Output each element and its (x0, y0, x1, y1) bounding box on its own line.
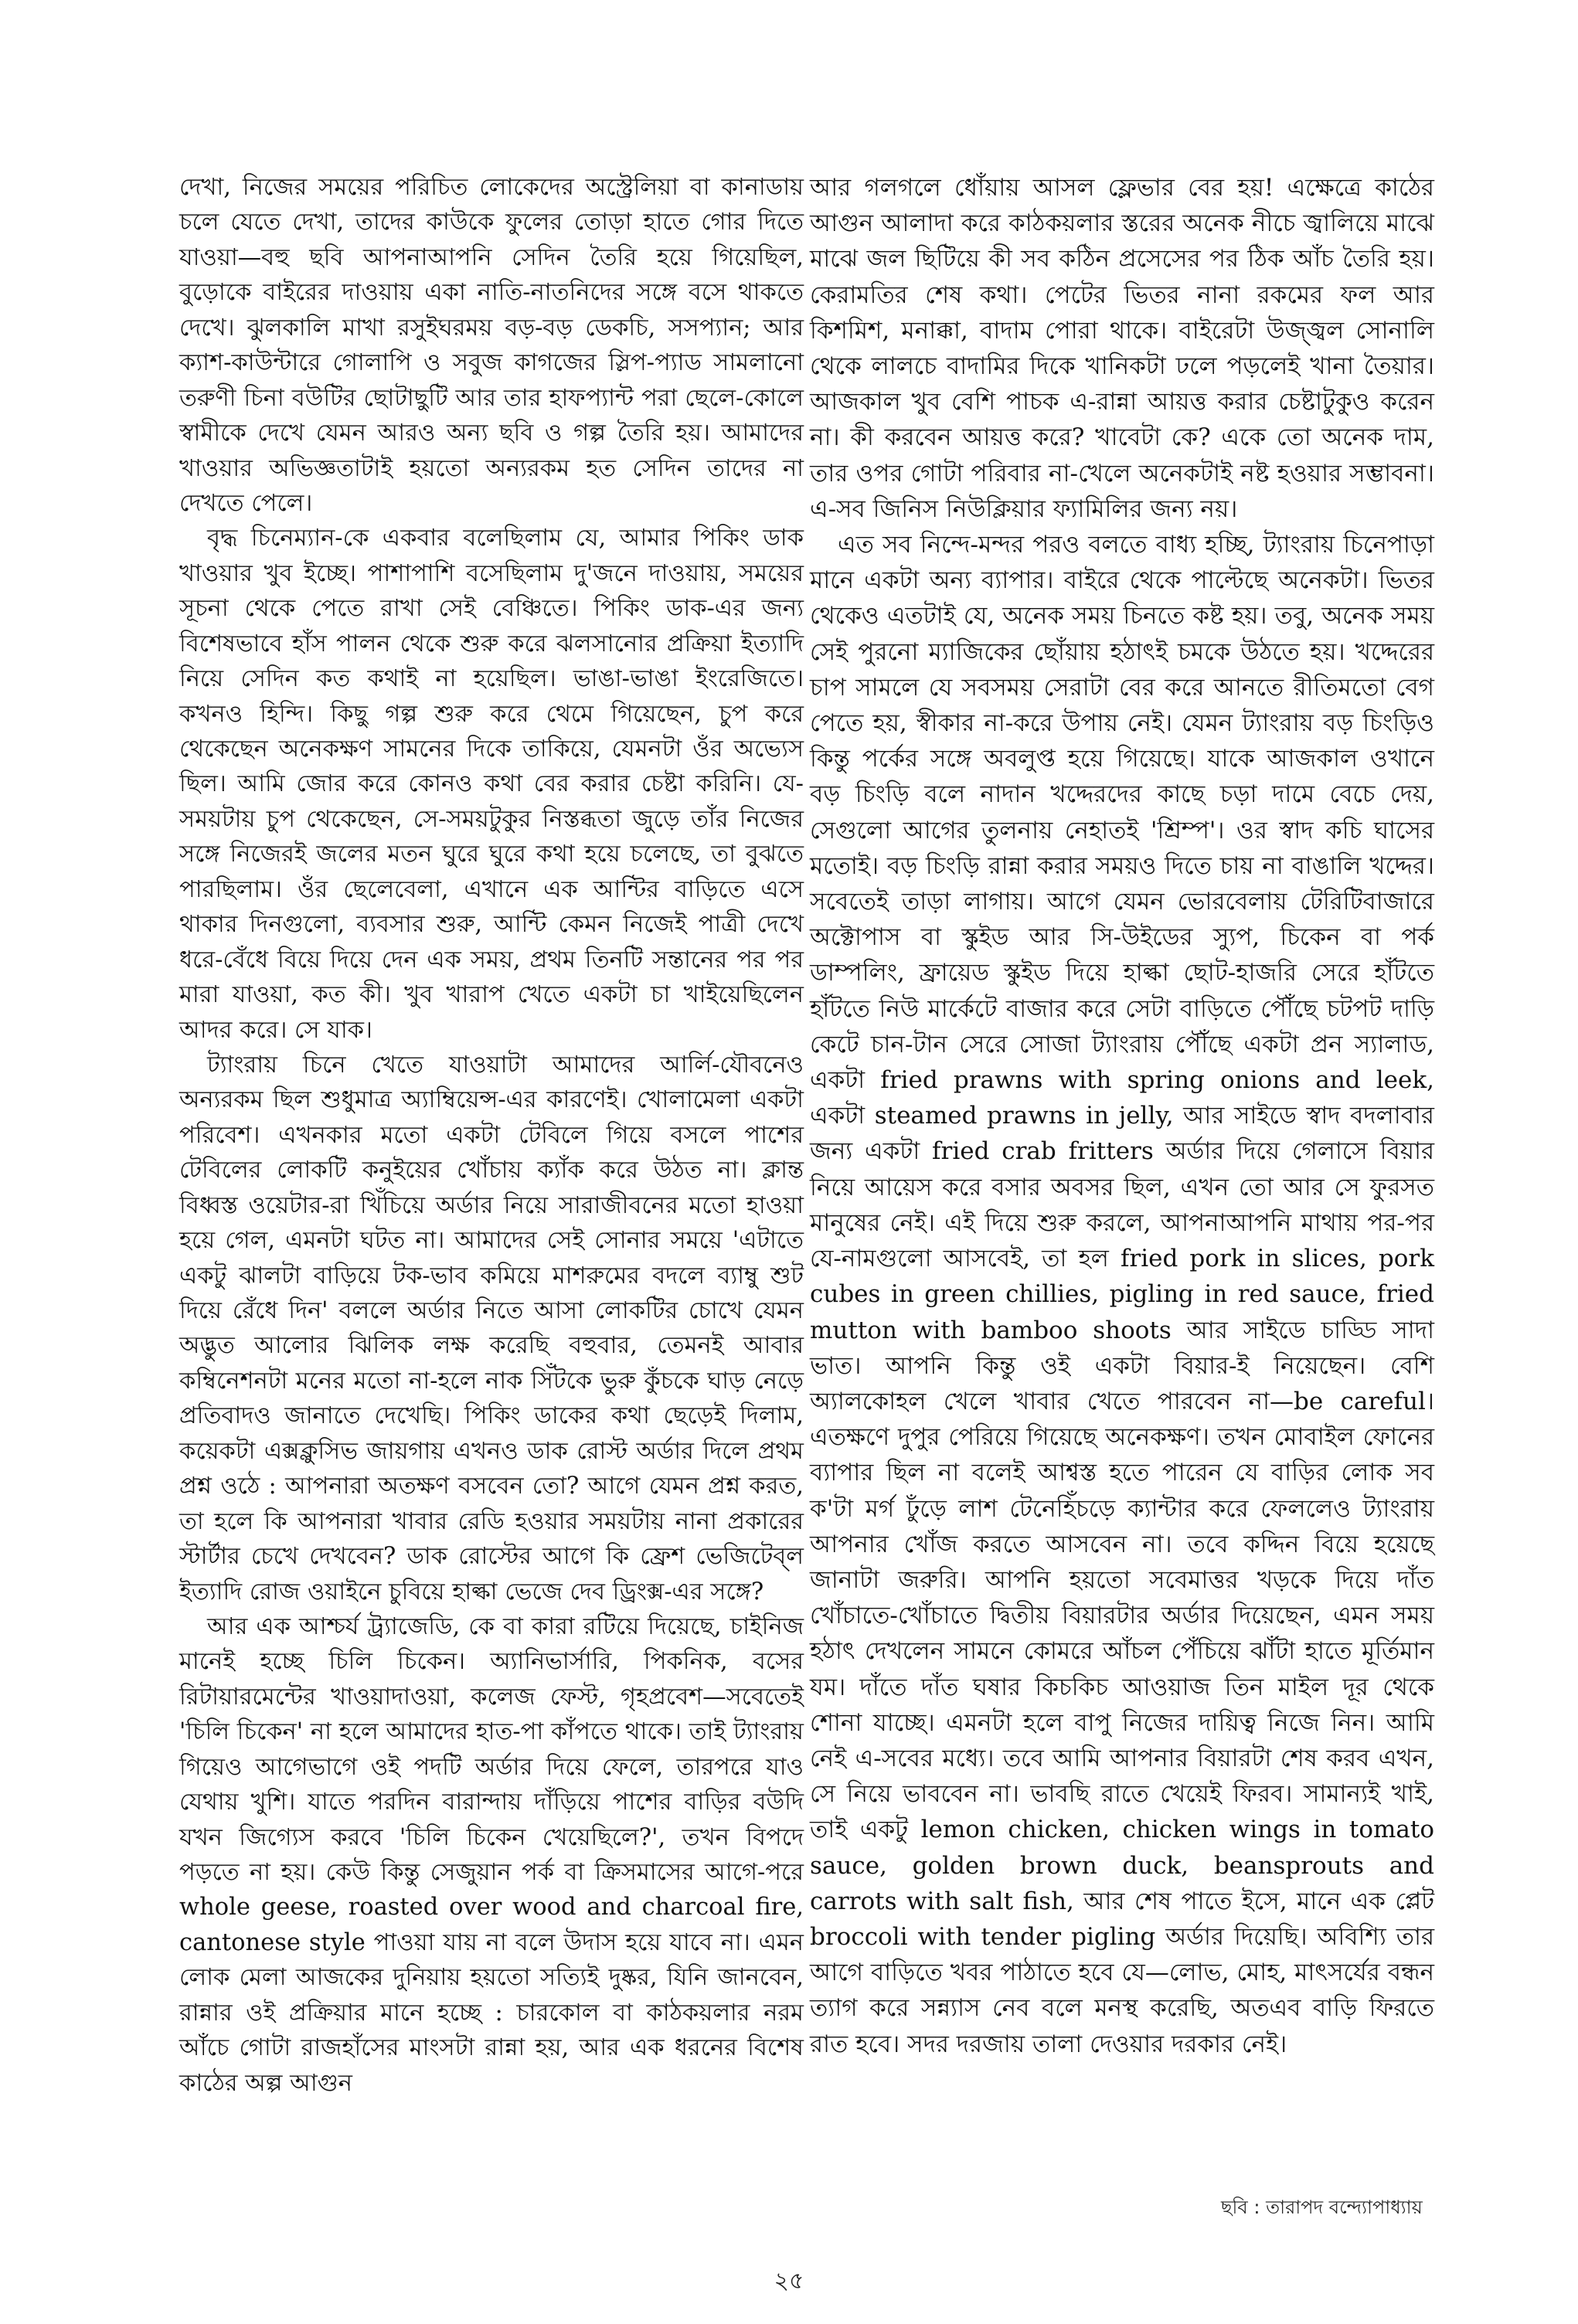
paragraph: আর এক আশ্চর্য ট্র্যাজেডি, কে বা কারা রটিয়ে দিয়েছে, চাইনিজ মানেই হচ্ছে চিলি চিকেন। অ্যানিভার্সারি, পিকনিক, বসের রিটায়ারমেন্টের খাওয়াদাওয়া, কলেজ ফেস্ট, গৃহপ্রবেশ—সবেতেই 'চিলি চিকেন' না হলে আমাদের হাত-পা কাঁপতে থাকে। তাই ট্যাংরায় গিয়েও আগেভাগে ওই পদটি অর্ডার দিয়ে ফেলে, তারপরে যাও যেথায় খুশি। যাতে পরদিন বারান্দায় দাঁড়িয়ে পাশের বাড়ির বউদি যখন জিগ্যেস করবে 'চিলি চিকেন খেয়েছিলে?', তখন বিপদে পড়তে না হয়। কেউ কিন্তু সেজুয়ান পর্ক বা ক্রিসমাসের আগে-পরে whole geese, roasted over wood and charcoal fire, cantonese style পাওয়া যায় না বলে উদাস হয়ে যাবে না। এমন লোক মেলা আজকের দুনিয়ায় হয়তো সত্যিই দুষ্কর, যিনি জানবেন, রান্নার ওই প্রক্রিয়ার মানে হচ্ছে : চারকোল বা কাঠকয়লার নরম আঁচে গোটা রাজহাঁসের মাংসটা রান্না হয়, আর এক ধরনের বিশেষ কাঠের অল্প আগুন (179, 1612, 804, 2097)
photo-credit: ছবি : তারাপদ বন্দ্যোপাধ্যায় (1221, 2197, 1423, 2218)
left-column (179, 170, 804, 2101)
page-number: ২৫ (774, 2268, 804, 2295)
paragraph: বৃদ্ধ চিনেম্যান-কে একবার বলেছিলাম যে, আমার পিকিং ডাক খাওয়ার খুব ইচ্ছে। পাশাপাশি বসেছিলাম দু'জনে দাওয়ায়, সময়ের সূচনা থেকে পেতে রাখা সেই বেঞ্চিতে। পিকিং ডাক-এর জন্য বিশেষভাবে হাঁস পালন থেকে শুরু করে ঝলসানোর প্রক্রিয়া ইত্যাদি নিয়ে সেদিন কত কথাই না হয়েছিল। ভাঙা-ভাঙা ইংরেজিতে। কখনও হিন্দি। কিছু গল্প শুরু করে থেমে গিয়েছেন, চুপ করে থেকেছেন অনেকক্ষণ সামনের দিকে তাকিয়ে, যেমনটা ওঁর অভ্যেস ছিল। আমি জোর করে কোনও কথা বের করার চেষ্টা করিনি। যে-সময়টায় চুপ থেকেছেন, সে-সময়টুকুর নিস্তব্ধতা জুড়ে তাঁর নিজের সঙ্গে নিজেরই জলের মতন ঘুরে ঘুরে কথা হয়ে চলেছে, তা বুঝতে পারছিলাম। ওঁর ছেলেবেলা, এখানে এক আন্টির বাড়িতে এসে থাকার দিনগুলো, ব্যবসার শুরু, আন্টি কেমন নিজেই পাত্রী দেখে ধরে-বেঁধে বিয়ে দিয়ে দেন এক সময়, প্রথম তিনটি সন্তানের পর পর মারা যাওয়া, কত কী। খুব খারাপ খেতে একটা চা খাইয়েছিলেন আদর করে। সে যাক। (179, 525, 804, 1044)
right-column (810, 170, 1434, 2062)
paragraph: ট্যাংরায় চিনে খেতে যাওয়াটা আমাদের আর্লি-যৌবনেও অন্যরকম ছিল শুধুমাত্র অ্যাম্বিয়েন্স-এর কারণেই। খোলামেলা একটা পরিবেশ। এখনকার মতো একটা টেবিলে গিয়ে বসলে পাশের টেবিলের লোকটি কনুইয়ের খোঁচায় ক্যাঁক করে উঠত না। ক্লান্ত বিধ্বস্ত ওয়েটার-রা খিঁচিয়ে অর্ডার নিয়ে সারাজীবনের মতো হাওয়া হয়ে গেল, এমনটা ঘটত না। আমাদের সেই সোনার সময়ে 'এটাতে একটু ঝালটা বাড়িয়ে টক-ভাব কমিয়ে মাশরুমের বদলে ব্যাম্বু শুট দিয়ে রেঁধে দিন' বললে অর্ডার নিতে আসা লোকটির চোখে যেমন অদ্ভুত আলোর ঝিলিক লক্ষ করেছি বহুবার, তেমনই আবার কম্বিনেশনটা মনের মতো না-হলে নাক সিঁটকে ভুরু কুঁচকে ঘাড় নেড়ে প্রতিবাদও জানাতে দেখেছি। পিকিং ডাকের কথা ছেড়েই দিলাম, কয়েকটা এক্সক্লুসিভ জায়গায় এখনও ডাক রোস্ট অর্ডার দিলে প্রথম প্রশ্ন ওঠে : আপনারা অতক্ষণ বসবেন তো? আগে যেমন প্রশ্ন করত, তা হলে কি আপনারা খাবার রেডি হওয়ার সময়টায় নানা প্রকারের স্টার্টার চেখে দেখবেন? ডাক রোস্টের আগে কি ফ্রেশ ভেজিটেব্‌ল ইত্যাদি রোজ ওয়াইনে চুবিয়ে হাল্কা ভেজে দেব ড্রিংক্স-এর সঙ্গে? (179, 1051, 804, 1605)
paragraph: এত সব নিন্দে-মন্দর পরও বলতে বাধ্য হচ্ছি, ট্যাংরায় চিনেপাড়া মানে একটা অন্য ব্যাপার। বাইরে থেকে পাল্টেছে অনেকটা। ভিতর থেকেও এতটাই যে, অনেক সময় চিনতে কষ্ট হয়। তবু, অনেক সময় সেই পুরনো ম্যাজিকের ছোঁয়ায় হঠাৎই চমকে উঠতে হয়। খদ্দেরের চাপ সামলে যে সবসময় সেরাটা বের করে আনতে রীতিমতো বেগ পেতে হয়, স্বীকার না-করে উপায় নেই। যেমন ট্যাংরায় বড় চিংড়িও কিন্তু পর্কের সঙ্গে অবলুপ্ত হয়ে গিয়েছে। যাকে আজকাল ওখানে বড় চিংড়ি বলে নাদান খদ্দেরদের কাছে চড়া দামে বেচে দেয়, সেগুলো আগের তুলনায় নেহাতই 'শ্রিম্প'। ওর স্বাদ কচি ঘাসের মতোই। বড় চিংড়ি রান্না করার সময়ও দিতে চায় না বাঙালি খদ্দের। সবেতেই তাড়া লাগায়। আগে যেমন ভোরবেলায় টেরিটিবাজারে অক্টোপাস বা স্কুইড আর সি-উইডের স্যুপ, চিকেন বা পর্ক ডাম্পলিং, ফ্রায়েড স্কুইড দিয়ে হাল্কা ছোট-হাজরি সেরে হাঁটতে হাঁটতে নিউ মার্কেটে বাজার করে সেটা বাড়িতে পৌঁছে চটপট দাড়ি কেটে চান-টান সেরে সোজা ট্যাংরায় পৌঁছে একটা প্রন স্যালাড, একটা fried prawns with spring onions and leek, একটা steamed prawns in jelly, আর সাইডে স্বাদ বদলাবার জন্য একটা fried crab fritters অর্ডার দিয়ে গেলাসে বিয়ার নিয়ে আয়েস করে বসার অবসর ছিল, এখন তো আর সে ফুরসত মানুষের নেই। এই দিয়ে শুরু করলে, আপনাআপনি মাথায় পর-পর যে-নামগুলো আসবেই, তা হল fried pork in slices, pork cubes in green chillies, pigling in red sauce, fried mutton with bamboo shoots আর সাইডে চাড্ডি সাদা ভাত। আপনি কিন্তু ওই একটা বিয়ার-ই নিয়েছেন। বেশি অ্যালকোহল খেলে খাবার খেতে পারবেন না—be careful। এতক্ষণে দুপুর পেরিয়ে গিয়েছে অনেকক্ষণ। তখন মোবাইল ফোনের ব্যাপার ছিল না বলেই আশ্বস্ত হতে পারেন যে বাড়ির লোক সব ক'টা মর্গ ঢুঁড়ে লাশ টেনেহিঁচড়ে ক্যান্টার করে ফেললেও ট্যাংরায় আপনার খোঁজ করতে আসবেন না। তবে কদ্দিন বিয়ে হয়েছে জানাটা জরুরি। আপনি হয়তো সবেমাত্তর খড়কে দিয়ে দাঁত খোঁচাতে-খোঁচাতে দ্বিতীয় বিয়ারটার অর্ডার দিয়েছেন, এমন সময় হঠাৎ দেখলেন সামনে কোমরে আঁচল পেঁচিয়ে ঝাঁটা হাতে মূর্তিমান যম। দাঁতে দাঁত ঘষার কিচকিচ আওয়াজ তিন মাইল দূর থেকে শোনা যাচ্ছে। এমনটা হলে বাপু নিজের দায়িত্ব নিজে নিন। আমি নেই এ-সবের মধ্যে। তবে আমি আপনার বিয়ারটা শেষ করব এখন, সে নিয়ে ভাববেন না। ভাবছি রাতে খেয়েই ফিরব। সামান্যই খাই, তাই একটু lemon chicken, chicken wings in tomato sauce, golden brown duck, beansprouts and carrots with salt fish, আর শেষ পাতে ইসে, মানে এক প্লেট broccoli with tender pigling অর্ডার দিয়েছি। অবিশ্যি তার আগে বাড়িতে খবর পাঠাতে হবে যে—লোভ, মোহ, মাৎসর্যের বন্ধন ত্যাগ করে সন্ন্যাস নেব বলে মনস্থ করেছি, অতএব বাড়ি ফিরতে রাত হবে। সদর দরজায় তালা দেওয়ার দরকার নেই। (810, 531, 1434, 2058)
paragraph: আর গলগলে ধোঁয়ায় আসল ফ্লেভার বের হয়! এক্ষেত্রে কাঠের আগুন আলাদা করে কাঠকয়লার স্তরের অনেক নীচে জ্বালিয়ে মাঝে মাঝে জল ছিটিয়ে কী সব কঠিন প্রসেসের পর ঠিক আঁচ তৈরি হয়। কেরামতির শেষ কথা। পেটের ভিতর নানা রকমের ফল আর কিশমিশ, মনাক্কা, বাদাম পোরা থাকে। বাইরেটা উজ্জ্বল সোনালি থেকে লালচে বাদামির দিকে খানিকটা ঢলে পড়লেই খানা তৈয়ার। আজকাল খুব বেশি পাচক এ-রান্না আয়ত্ত করার চেষ্টাটুকুও করেন না। কী করবেন আয়ত্ত করে? খাবেটা কে? একে তো অনেক দাম, তার ওপর গোটা পরিবার না-খেলে অনেকটাই নষ্ট হওয়ার সম্ভাবনা। এ-সব জিনিস নিউক্লিয়ার ফ্যামিলির জন্য নয়। (810, 174, 1434, 523)
paragraph: দেখা, নিজের সময়ের পরিচিত লোকেদের অস্ট্রেলিয়া বা কানাডায় চলে যেতে দেখা, তাদের কাউকে ফুলের তোড়া হাতে গোর দিতে যাওয়া—বহু ছবি আপনাআপনি সেদিন তৈরি হয়ে গিয়েছিল, বুড়োকে বাইরের দাওয়ায় একা নাতি-নাতনিদের সঙ্গে বসে থাকতে দেখে। ঝুলকালি মাখা রসুইঘরময় বড়-বড় ডেকচি, সসপ্যান; আর ক্যাশ-কাউন্টারে গোলাপি ও সবুজ কাগজের স্লিপ-প্যাড সামলানো তরুণী চিনা বউটির ছোটাছুটি আর তার হাফপ্যান্ট পরা ছেলে-কোলে স্বামীকে দেখে যেমন আরও অন্য ছবি ও গল্প তৈরি হয়। আমাদের খাওয়ার অভিজ্ঞতাটাই হয়তো অন্যরকম হত সেদিন তাদের না দেখতে পেলে। (179, 174, 804, 517)
